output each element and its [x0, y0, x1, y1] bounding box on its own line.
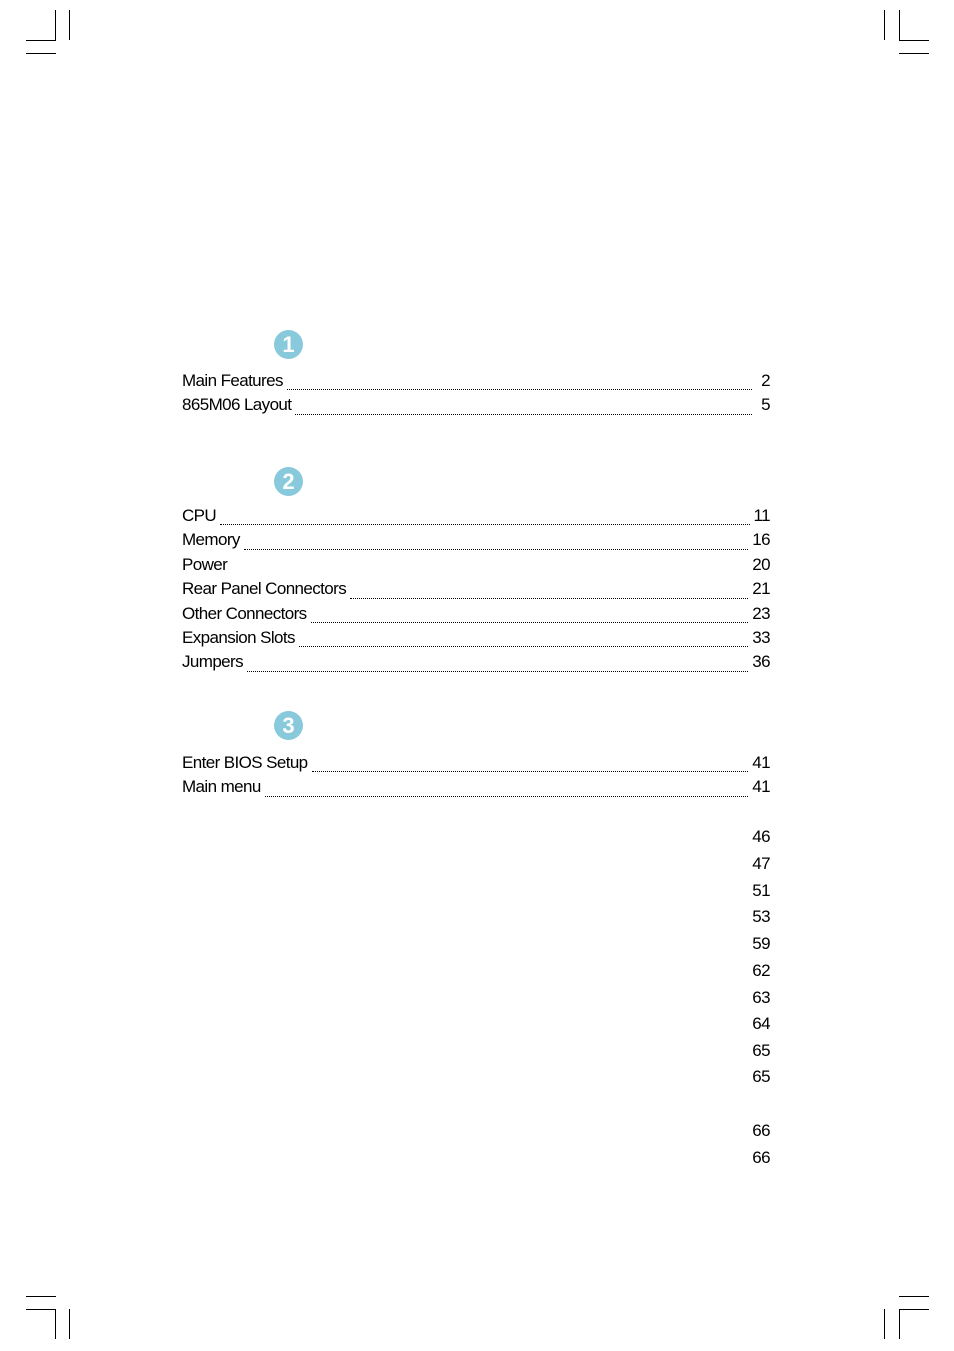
toc-entry[interactable] — [182, 604, 770, 628]
toc-entry-page: 41 — [752, 777, 770, 797]
toc-entry-page: 20 — [752, 554, 770, 574]
orphan-page-number: 66 — [752, 1121, 770, 1140]
toc-entry[interactable] — [182, 506, 770, 530]
toc-entry-label: Jumpers — [182, 652, 243, 672]
toc-entry-page: 41 — [752, 753, 770, 772]
orphan-page-number: 53 — [752, 907, 770, 926]
toc-entry[interactable] — [182, 395, 770, 419]
toc-entry-label: Power — [182, 554, 228, 574]
orphan-page-number: 65 — [752, 1067, 770, 1086]
orphan-page-column — [700, 0, 770, 1351]
orphan-page-number: 62 — [752, 961, 770, 980]
toc-leader-dots — [265, 796, 749, 797]
chapter-1-badge: 1 — [274, 330, 303, 359]
orphan-page-number: 51 — [752, 881, 770, 900]
orphan-page-number: 66 — [752, 1148, 770, 1167]
toc-leader-dots — [244, 549, 748, 550]
toc-entry-page: 33 — [752, 627, 770, 647]
toc-entry[interactable] — [182, 579, 770, 603]
orphan-page-number: 63 — [752, 988, 770, 1007]
orphan-page-number: 65 — [752, 1041, 770, 1060]
toc-entry[interactable] — [182, 753, 770, 777]
chapter-2-entries — [182, 506, 770, 677]
toc-leader-dots — [287, 389, 752, 390]
chapter-1-entries — [182, 371, 770, 420]
toc-entry-label: Main Features — [182, 371, 283, 390]
toc-entry[interactable] — [182, 371, 770, 395]
toc-entry[interactable] — [182, 777, 770, 801]
toc-leader-dots — [312, 771, 749, 772]
toc-entry-label: Main menu — [182, 777, 261, 797]
toc-leader-dots — [220, 524, 749, 525]
chapter-3-entries — [182, 753, 770, 802]
toc-entry[interactable] — [182, 652, 770, 676]
toc-leader-dots — [311, 622, 749, 623]
toc-entry-label: Memory — [182, 530, 240, 550]
toc-entry-label: Other Connectors — [182, 603, 307, 623]
chapter-2-badge: 2 — [274, 467, 303, 496]
orphan-page-number: 59 — [752, 934, 770, 953]
toc-entry-label: Enter BIOS Setup — [182, 753, 308, 772]
toc-entry-page: 16 — [752, 530, 770, 550]
chapter-3-badge: 3 — [274, 711, 303, 740]
toc-entry-page: 21 — [752, 579, 770, 599]
toc-leader-dots — [299, 646, 748, 647]
toc-entry-page: 11 — [753, 506, 770, 525]
toc-entry-label: Rear Panel Connectors — [182, 579, 347, 599]
toc-entry-label: Expansion Slots — [182, 627, 295, 647]
toc-entry[interactable] — [182, 628, 770, 652]
toc-entry-page: 2 — [761, 371, 770, 390]
orphan-page-number: 47 — [752, 854, 770, 873]
toc-entry-label: 865M06 Layout — [182, 395, 292, 415]
toc-leader-dots — [295, 414, 752, 415]
toc-entry[interactable] — [182, 555, 770, 579]
toc-entry-page: 36 — [752, 652, 770, 672]
toc-leader-dots — [247, 671, 748, 672]
toc-leader-dots — [350, 598, 748, 599]
orphan-page-number: 46 — [752, 827, 770, 846]
orphan-page-number: 64 — [752, 1014, 770, 1033]
toc-entry-page: 5 — [761, 395, 770, 415]
toc-entry-label: CPU — [182, 506, 217, 525]
toc-entry-page: 23 — [752, 603, 770, 623]
toc-entry[interactable] — [182, 530, 770, 554]
